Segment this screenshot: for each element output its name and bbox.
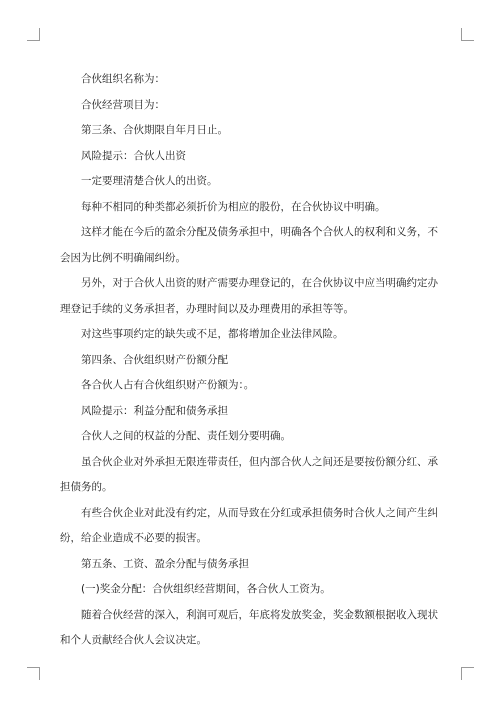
paragraph-article-3: 第三条、合伙期限自年月日止。 bbox=[81, 124, 228, 136]
crop-mark-bottom-left bbox=[27, 667, 40, 680]
paragraph-risk-contribution: 风险提示：合伙人出资 bbox=[81, 149, 186, 162]
crop-mark-bottom-right bbox=[461, 667, 474, 680]
paragraph-property-registration: 另外，对于合伙人出资的财产需要办理登记的，在合伙协议中应当明确约定办理登记手续的义务承担者，办理时间以及办理费用的承担等等。 bbox=[60, 277, 438, 315]
crop-mark-top-right bbox=[461, 28, 474, 41]
paragraph-article-4: 第四条、合伙组织财产份额分配 bbox=[81, 353, 228, 366]
paragraph-rights-obligations: 这样才能在今后的盈余分配及债务承担中，明确各个合伙人的权利和义务，不会因为比例不明确闹纠纷。 bbox=[60, 226, 438, 264]
paragraph-property-share: 各合伙人占有合伙组织财产份额为：。 bbox=[81, 379, 255, 391]
paragraph-dispute-damage: 有些合伙企业对此没有约定，从而导致在分红或承担债务时合伙人之间产生纠纷，给企业造成不必要的损害。 bbox=[60, 506, 438, 544]
paragraph-clarify-contribution: 一定要理清楚合伙人的出资。 bbox=[81, 175, 218, 187]
paragraph-risk-distribution: 风险提示：利益分配和债务承担 bbox=[81, 404, 228, 417]
paragraph-article-5: 第五条、工资、盈余分配与债务承担 bbox=[81, 557, 249, 570]
paragraph-unlimited-liability: 虽合伙企业对外承担无限连带责任，但内部合伙人之间还是要按份额分红、承担债务的。 bbox=[60, 455, 438, 493]
paragraph-bonus-distribution: (一)奖金分配：合伙组织经营期间，各合伙人工资为。 bbox=[81, 583, 331, 595]
paragraph-year-end-bonus: 随着合伙经营的深入，利润可观后，年底将发放奖金，奖金数额根据收入现状和个人贡献经合伙人会议决定。 bbox=[60, 608, 438, 646]
paragraph-business-project: 合伙经营项目为： bbox=[81, 98, 165, 111]
document-body bbox=[60, 67, 444, 654]
paragraph-partnership-name: 合伙组织名称为： bbox=[81, 73, 165, 85]
paragraph-legal-risk: 对这些事项约定的缺失或不足，都将增加企业法律风险。 bbox=[81, 328, 344, 340]
paragraph-rights-allocation: 合伙人之间的权益的分配、责任划分要明确。 bbox=[81, 430, 291, 442]
crop-mark-top-left bbox=[27, 28, 40, 41]
paragraph-share-valuation: 每种不相同的种类都必须折价为相应的股份，在合伙协议中明确。 bbox=[81, 200, 386, 213]
